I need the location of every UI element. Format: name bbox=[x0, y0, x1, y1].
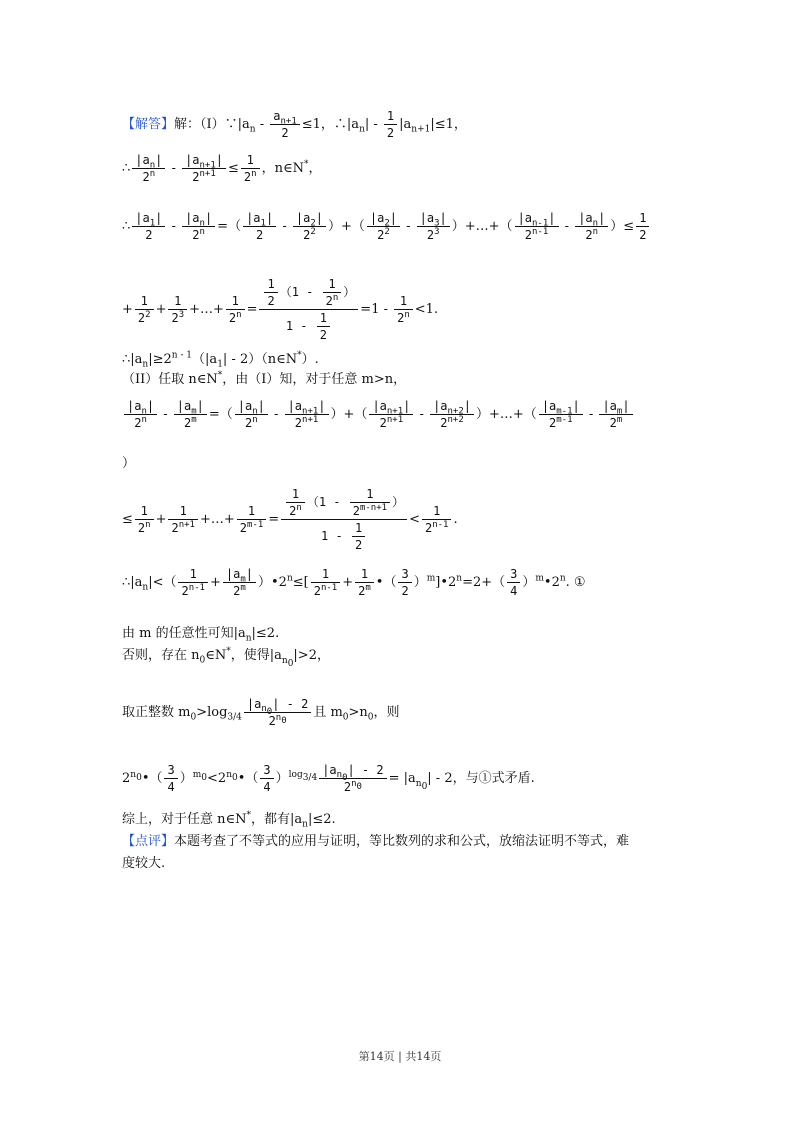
fraction: $\frac{1}{2^n}$ bbox=[241, 152, 260, 185]
text: |≥2 bbox=[148, 352, 172, 367]
text: ，使得|a bbox=[230, 648, 282, 663]
fraction: $\frac{|a_3|}{2^3}$ bbox=[417, 210, 450, 243]
fraction: $\frac{|a_m|}{2^m}$ bbox=[599, 398, 632, 431]
fraction: $\frac{3}{4}$ bbox=[507, 566, 520, 599]
fraction: $\frac{|a_{n+1}|}{2^{n+1}}$ bbox=[182, 152, 226, 185]
fraction: $\frac{|a_n|}{2^n}$ bbox=[182, 210, 215, 243]
solution-lead: 解：（I）∵|a bbox=[174, 117, 250, 132]
text: 由 m 的任意性可知|a bbox=[122, 626, 246, 641]
text: ，都有|a bbox=[251, 812, 303, 827]
text: ，n∈N bbox=[261, 161, 304, 176]
text: ∴|a bbox=[122, 352, 143, 367]
solution-line-2: ∴ $\frac{|a_n|}{2^n}$ - $\frac{|a_{n+1}|}{2^{n+1}}$ ≤ $\frac{1}{2^n}$ ，n∈N*， bbox=[122, 153, 322, 184]
answer-tag: 【解答】 bbox=[122, 117, 175, 132]
text: | - 2）（n∈N bbox=[222, 352, 298, 367]
fraction: $\frac{|a_1|}{2}$ bbox=[243, 210, 276, 243]
text: 且 m bbox=[313, 705, 343, 721]
text: ，由（I）知，对于任意 m>n， bbox=[222, 372, 407, 387]
solution-line-4: + $\frac{1}{2^2}$ + $\frac{1}{2^3}$ +…+ $\frac{1}{2^n}$ = $\frac{1}{2}$ （1 - $\frac{1}{2^n}$ ） 1 - $\frac{1}{2}$ =1 - $\frac{1}{2^n}$ <1. bbox=[122, 277, 439, 342]
fraction: $\frac{|a_2|}{2^2}$ bbox=[293, 210, 326, 243]
solution-line-9: ≤ $\frac{1}{2^n}$ + $\frac{1}{2^{n+1}}$ +…+ $\frac{1}{2^{m-1}}$ = $\frac{1}{2^n}$ （1 - $\frac{1}{2^{m-n+1}}$ ） 1 - $\frac{1}{2}$ < $\frac{1}{2^{n-1}}$ . bbox=[122, 487, 458, 552]
solution-line-8b bbox=[122, 456, 135, 472]
fraction: $\frac{|a_n|}{2^n}$ bbox=[235, 398, 268, 431]
text: ≤1，∴|a bbox=[301, 117, 360, 132]
text: <1. bbox=[414, 302, 439, 317]
solution-line-8: $\frac{|a_n|}{2^n}$ - $\frac{|a_m|}{2^m}$ =（ $\frac{|a_n|}{2^n}$ - $\frac{|a_{n+1}|}{2^{n+1}}$ ）+（ $\frac{|a_{n+1}|}{2^{n+1}}$ - $\frac{|a_{n+2}|}{2^{n+2}}$ ）+…+（ $\frac{|a_{m-1}|}{2^{m-1}}$ - $\frac{|a_m|}{2^m}$ bbox=[122, 398, 635, 431]
comment-tag: 【点评】 bbox=[122, 834, 175, 849]
fraction: $\frac{|a_{n_0}| - 2}{2^{n_0}}$ bbox=[244, 696, 311, 729]
fraction: $\frac{|a_{n+2}|}{2^{n+2}}$ bbox=[430, 398, 474, 431]
solution-line-10: $\therefore|a_n|<$（ $\frac{1}{2^{n-1}}$ + $\frac{|a_m|}{2^m}$ ）$•2^n\le$[ $\frac{1}{2^{n-1}}$ + $\frac{1}{2^m}$ •（ $\frac{3}{2}$ ）$^m]•2^n=2+$（ $\frac{3}{4}$ ）$^m$•2$^n$. ① bbox=[122, 567, 586, 598]
fraction: $\frac{1}{2^n}$ bbox=[226, 293, 245, 326]
fraction: $\frac{1}{2}$ （1 - $\frac{1}{2^n}$ ） 1 - $\frac{1}{2}$ bbox=[259, 276, 358, 343]
comment-text: 本题考查了不等式的应用与证明，等比数列的求和公式，放缩法证明不等式，难 bbox=[174, 834, 630, 849]
text: ∈N bbox=[205, 648, 227, 663]
solution-line-13: 取正整数 $m_0>\log_{3/4}$ $\frac{|a_{n_0}| - 2}{2^{n_0}}$ 且 $m_0>n_0$，则 bbox=[122, 697, 400, 729]
text: 综上，对于任意 n∈N bbox=[122, 812, 247, 827]
fraction: $\frac{|a_{n+1}|}{2^{n+1}}$ bbox=[369, 398, 413, 431]
fraction: $\frac{|a_{n_0}| - 2}{2^{n_0}}$ bbox=[319, 762, 386, 795]
fraction: $\frac{|a_{n-1}|}{2^{n-1}}$ bbox=[515, 210, 559, 243]
text: ） bbox=[122, 456, 136, 471]
fraction: $\frac{3}{4}$ bbox=[260, 762, 273, 795]
fraction: $\frac{|a_2|}{2^2}$ bbox=[367, 210, 400, 243]
solution-line-6: $\therefore|a_n|\ge 2^{n - 1}(|a_1|$ - 2）（n∈N*）. bbox=[122, 350, 319, 370]
comment-text-2: 度较大. bbox=[122, 856, 166, 871]
text: |≤2. bbox=[307, 812, 336, 827]
solution-line-11: 由 m 的任意性可知$|a_n|\le 2$. bbox=[122, 626, 280, 644]
fraction: $\frac{1}{2^{n-1}}$ bbox=[178, 566, 208, 599]
fraction: $\frac{|a_{n+1}|}{2^{n+1}}$ bbox=[285, 398, 329, 431]
fraction: $\frac{1}{2^n}$ （1 - $\frac{1}{2^{m-n+1}}$ ） 1 - $\frac{1}{2}$ bbox=[281, 486, 407, 553]
solution-line-12: 否则，存在 $n_0\in N^*$，使得$|a_{n_0}|>2$， bbox=[122, 646, 330, 669]
fraction: $\frac{|a_m|}{2^m}$ bbox=[223, 566, 256, 599]
solution-line-7: （II）任取 n∈N*，由（I）知，对于任意 m>n， bbox=[122, 370, 407, 387]
solution-line-1: 【解答】解：$(I)\because|a_n$ - $\frac{a_{n+1}}{2}$ ≤1，$\therefore|a_n|$ - $\frac{1}{2}$ $|a_{n+1}|\le 1$， bbox=[122, 109, 467, 140]
text: |>2， bbox=[293, 648, 330, 663]
fraction: $\frac{1}{2}$ bbox=[384, 108, 397, 141]
fraction: $\frac{1}{2^{n-1}}$ bbox=[422, 503, 452, 536]
text: 否则，存在 n bbox=[122, 648, 200, 663]
fraction: $\frac{1}{2}$ bbox=[636, 210, 649, 243]
text: =1 - bbox=[360, 302, 393, 317]
fraction: $\frac{|a_n|}{2^n}$ bbox=[124, 398, 157, 431]
fraction: $\frac{1}{2^n}$ bbox=[135, 503, 154, 536]
fraction: $\frac{|a_m|}{2^m}$ bbox=[174, 398, 207, 431]
fraction: $\frac{1}{2^2}$ bbox=[135, 293, 154, 326]
fraction: $\frac{3}{4}$ bbox=[164, 762, 177, 795]
fraction: $\frac{1}{2^n}$ bbox=[394, 293, 413, 326]
text: | - 2，与①式矛盾. bbox=[427, 771, 535, 787]
page-footer: 第14页 | 共14页 bbox=[358, 1050, 442, 1063]
fraction: $\frac{3}{2}$ bbox=[398, 566, 411, 599]
text: 取正整数 m bbox=[122, 705, 191, 721]
text: >n bbox=[348, 705, 368, 721]
text: |≤2. bbox=[251, 626, 280, 641]
text: （|a bbox=[192, 352, 218, 367]
fraction: $\frac{|a_1|}{2}$ bbox=[132, 210, 165, 243]
comment-line-2 bbox=[122, 856, 165, 872]
text: = |a bbox=[388, 771, 416, 787]
solution-line-14: $2^{n_0}•$（ $\frac{3}{4}$ ）$^{m_0}<2^{n_0}•$（ $\frac{3}{4}$ ）$^{log_{3/4}}$ $\frac{|a_{n_0}| - 2}{2^{n_0}}$ = $|a_{n_0}| - 2$，与①式矛盾. bbox=[122, 763, 535, 795]
fraction: $\frac{|a_n|}{2^n}$ bbox=[575, 210, 608, 243]
solution-line-15: 综上，对于任意 n∈N*，都有$|a_n|\le 2$. bbox=[122, 810, 336, 830]
comment-line-1 bbox=[122, 834, 629, 850]
fraction: $\frac{1}{2^{m-1}}$ bbox=[237, 503, 267, 536]
solution-line-3: ∴ $\frac{|a_1|}{2}$ - $\frac{|a_n|}{2^n}$ =（ $\frac{|a_1|}{2}$ - $\frac{|a_2|}{2^2}$ ）+（ $\frac{|a_2|}{2^2}$ - $\frac{|a_3|}{2^3}$ ）+…+（ $\frac{|a_{n-1}|}{2^{n-1}}$ - $\frac{|a_n|}{2^n}$ ）≤ $\frac{1}{2}$ bbox=[122, 210, 651, 243]
fraction: $\frac{|a_n|}{2^n}$ bbox=[132, 152, 165, 185]
text: ≤1， bbox=[434, 117, 467, 132]
fraction: $\frac{1}{2^{n-1}}$ bbox=[311, 566, 341, 599]
text: ，则 bbox=[373, 705, 400, 721]
text: ）. bbox=[301, 352, 319, 367]
fraction: $\frac{1}{2^{n+1}}$ bbox=[168, 503, 198, 536]
fraction: $\frac{1}{2^m}$ bbox=[355, 566, 374, 599]
fraction: $\frac{a_{n+1}}{2}$ bbox=[270, 108, 300, 141]
text: （II）任取 n∈N bbox=[122, 372, 218, 387]
text: >log bbox=[196, 705, 228, 721]
fraction: $\frac{|a_{m-1}|}{2^{m-1}}$ bbox=[539, 398, 583, 431]
fraction: $\frac{1}{2^3}$ bbox=[168, 293, 187, 326]
